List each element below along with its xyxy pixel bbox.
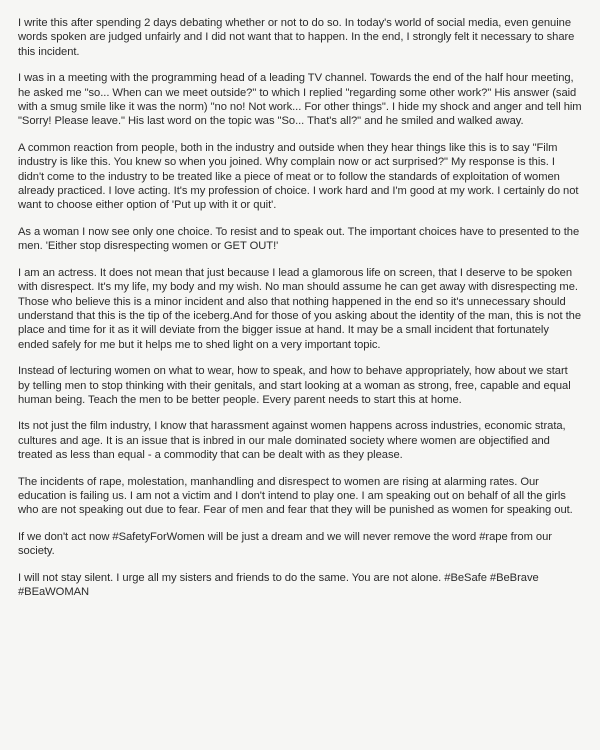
paragraph-one-choice: As a woman I now see only one choice. To resist and to speak out. The important choices have to presented to the men. 'Either stop disrespecting women or GET OUT!' bbox=[18, 225, 580, 253]
paragraph-act-now: If we don't act now #SafetyForWomen will be just a dream and we will never remove the word #rape from our society. bbox=[18, 530, 552, 558]
paragraph-actress: I am an actress. It does not mean that just because I lead a glamorous life on screen, that I deserve to be spoken with disrespect. It's my life, my body and my wish. No man should assume he can get away with disrespecting me. Those who believe this is a minor incident and also that nothing happened in the end so it's unnecessary should understand that this is the tip of the iceberg.And for those of you asking about the identity of the man, this is not the place and time for it as it will deviate from the bigger issue at hand. It may be a small incident that fortunately ended safely for me but it helps me to shed light on a very important topic. bbox=[18, 266, 582, 351]
paragraph-incidents-rising: The incidents of rape, molestation, manhandling and disrespect to women are rising at alarming rates. Our education is failing us. I am not a victim and I don't intend to play one. I am speaking out on behalf of all the girls who are not speaking out due to fear. Fear of men and fear that they will be punished as women for speaking out. bbox=[18, 475, 573, 517]
paragraph-closing: I will not stay silent. I urge all my sisters and friends to do the same. You are not alone. #BeSafe #BeBrave #BEaWOMAN bbox=[18, 571, 539, 598]
paragraph-common-reaction: A common reaction from people, both in the industry and outside when they hear things like this is to say "Film industry is like this. You knew so when you joined. Why complain now or act surprised?" My response is this. I didn't come to the industry to be treated like a piece of meat or to follow the standards of exploitation of women already practiced. I love acting. It's my profession of choice. I work hard and I'm good at my work. I certainly do not want to choose either option of 'Put up with it or quit'. bbox=[18, 141, 579, 212]
paragraph-instead-of-lecturing: Instead of lecturing women on what to wear, how to speak, and how to behave appropriately, how about we start by telling men to stop thinking with their genitals, and start looking at a woman as strong, free, capable and equal human being. Teach the men to be better people. Every parent needs to start this at home. bbox=[18, 365, 571, 406]
paragraph-not-just-film-industry: Its not just the film industry, I know that harassment against women happens across industries, economic strata, cultures and age. It is an issue that is inbred in our male dominated society where women are objectified and treated as less than equal - a commodity that can be dealt with as they please. bbox=[18, 420, 566, 462]
paragraph-intro: I write this after spending 2 days debating whether or not to do so. In today's world of social media, even genuine words spoken are judged unfairly and I did not want that to happen. In the end, I strongly felt it necessary to share this incident. bbox=[18, 17, 575, 58]
paragraph-meeting-incident: I was in a meeting with the programming head of a leading TV channel. Towards the end of the half hour meeting, he asked me "so... When can we meet outside?" to which I replied "regarding some other work?" His answer (said with a smug smile like it was the norm) "no no! Not work... For other things". I hide my shock and anger and tell him "Sorry! Please leave." His last word on the topic was "So... That's all?" and he smiled and walked away. bbox=[18, 72, 582, 128]
